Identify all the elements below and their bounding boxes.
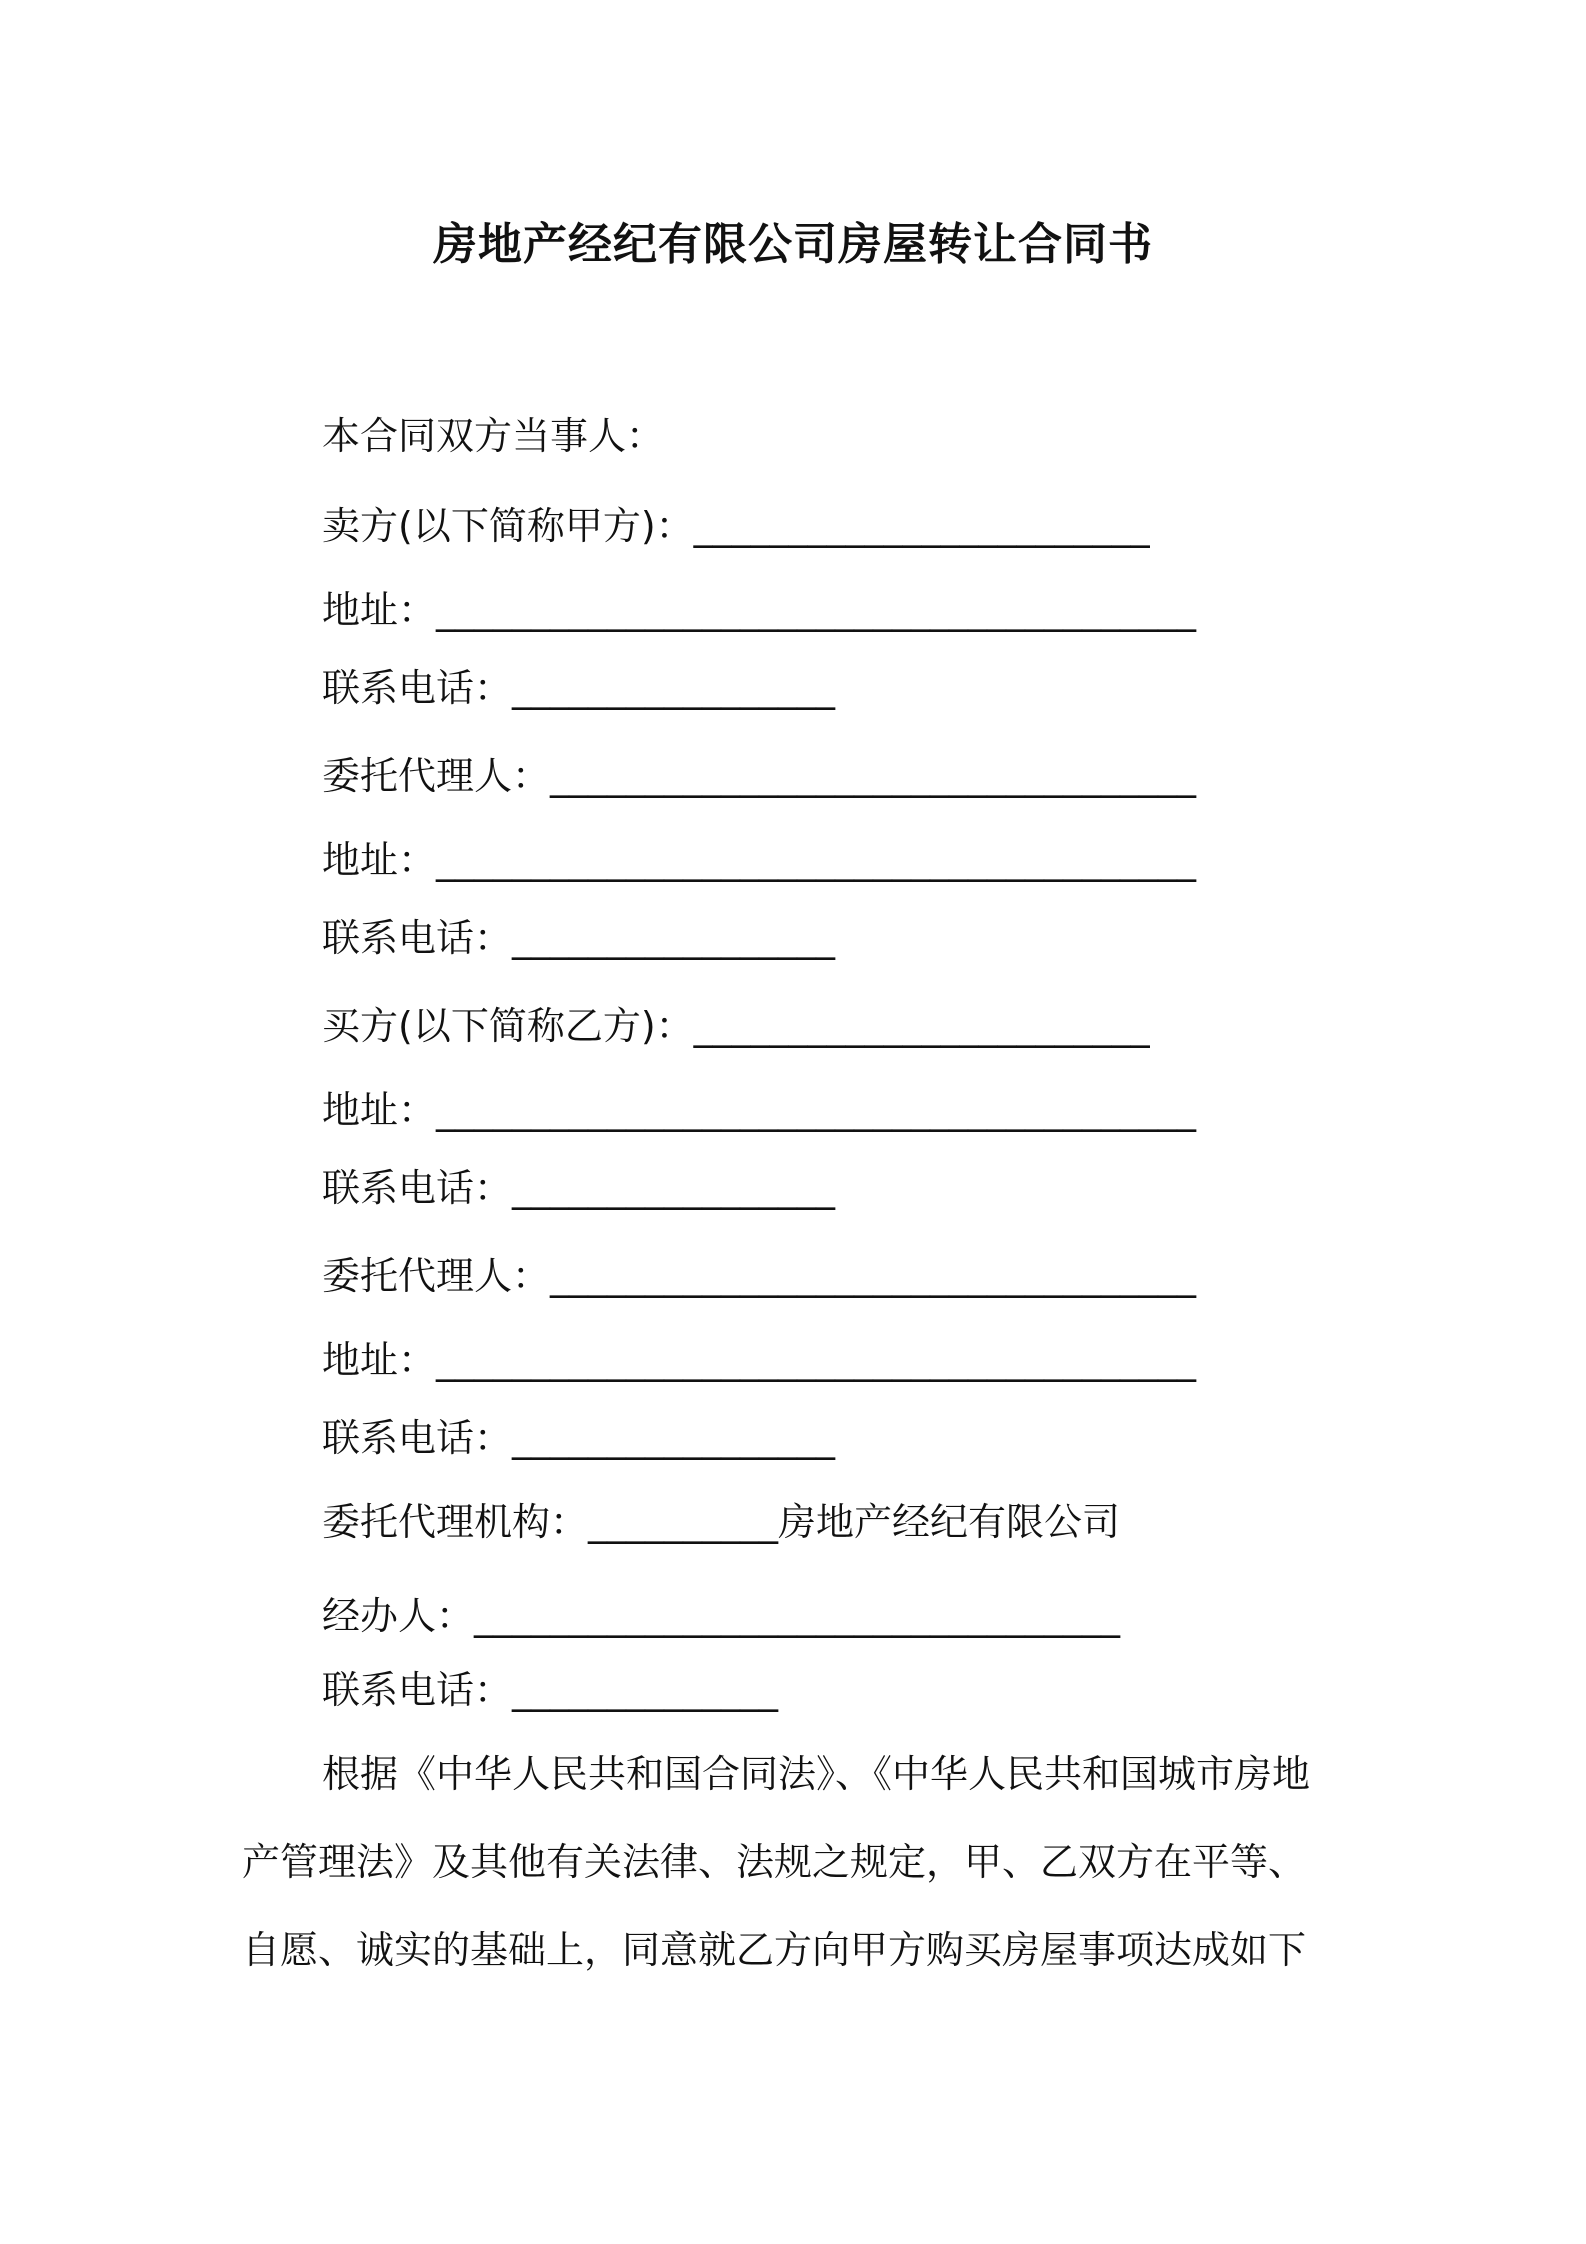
seller-line: 卖方(以下简称甲方)：________________________ bbox=[322, 504, 1150, 548]
agency-line: 委托代理机构：__________房地产经纪有限公司 bbox=[322, 1500, 1121, 1544]
preamble-line-1: 根据《中华人民共和国合同法》、《中华人民共和国城市房地 bbox=[322, 1752, 1311, 1796]
buyer-phone-line: 联系电话：_________________ bbox=[322, 1166, 836, 1210]
seller-agent-line: 委托代理人：__________________________________ bbox=[322, 754, 1197, 798]
parties-heading: 本合同双方当事人： bbox=[322, 414, 665, 458]
handler-phone-line: 联系电话：______________ bbox=[322, 1668, 779, 1712]
preamble-line-2: 产管理法》及其他有关法律、法规之规定，甲、乙双方在平等、 bbox=[242, 1840, 1307, 1884]
preamble-line-3: 自愿、诚实的基础上，同意就乙方向甲方购买房屋事项达成如下 bbox=[242, 1928, 1307, 1972]
handler-line: 经办人：__________________________________ bbox=[322, 1594, 1121, 1638]
seller-agent-phone-line: 联系电话：_________________ bbox=[322, 916, 836, 960]
buyer-line: 买方(以下简称乙方)：________________________ bbox=[322, 1004, 1150, 1048]
seller-agent-address-line: 地址：________________________________________ bbox=[322, 838, 1197, 882]
buyer-agent-address-line: 地址：________________________________________ bbox=[322, 1338, 1197, 1382]
document-title: 房地产经纪有限公司房屋转让合同书 bbox=[433, 219, 1153, 270]
buyer-address-line: 地址：________________________________________ bbox=[322, 1088, 1197, 1132]
buyer-agent-phone-line: 联系电话：_________________ bbox=[322, 1416, 836, 1460]
buyer-agent-line: 委托代理人：__________________________________ bbox=[322, 1254, 1197, 1298]
seller-phone-line: 联系电话：_________________ bbox=[322, 666, 836, 710]
seller-address-line: 地址：________________________________________ bbox=[322, 588, 1197, 632]
